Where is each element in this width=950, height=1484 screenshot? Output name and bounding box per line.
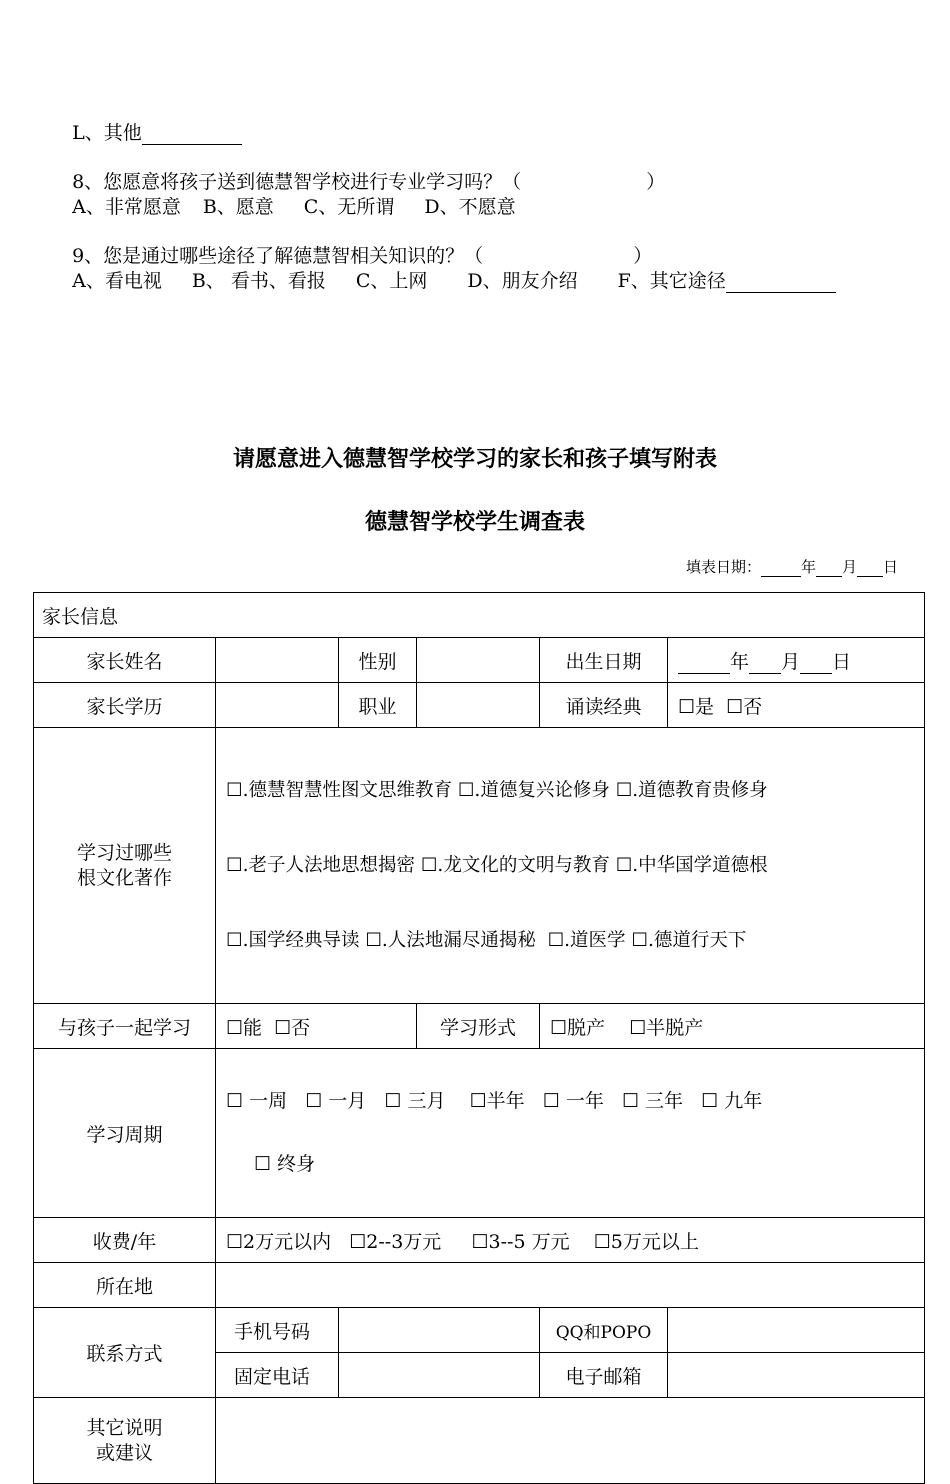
q9-option: B、 看书、看报 [191, 270, 326, 292]
with-child-no-checkbox[interactable]: ☐否 [274, 1016, 311, 1039]
birth-month-label: 月 [781, 650, 801, 673]
parent-info-section: 家长信息 [34, 593, 925, 638]
period-label: 学习周期 [34, 1049, 216, 1218]
phone-field[interactable] [339, 1353, 540, 1398]
period-option-line[interactable]: ☐ 终身 [254, 1153, 316, 1175]
mobile-field[interactable] [339, 1308, 540, 1353]
with-child-label: 与孩子一起学习 [34, 1004, 216, 1049]
job-field[interactable] [417, 683, 540, 728]
phone-label: 固定电话 [216, 1353, 339, 1398]
works-options [216, 728, 925, 1004]
gender-field[interactable] [417, 638, 540, 683]
reading-label: 诵读经典 [540, 683, 668, 728]
mobile-label: 手机号码 [216, 1308, 339, 1353]
q9-option: A、看电视 [72, 270, 162, 292]
parent-name-label: 家长姓名 [34, 638, 216, 683]
question-8-text: 8、您愿意将孩子送到德慧智学校进行专业学习吗？（ [72, 171, 522, 193]
question-8-options [60, 170, 516, 219]
email-field[interactable] [668, 1353, 925, 1398]
works-option-line[interactable]: ☐.德慧智慧性图文思维教育 ☐.道德复兴论修身 ☐.道德教育贵修身 [226, 780, 768, 801]
notes-label-line: 或建议 [95, 1441, 153, 1464]
contact-label: 联系方式 [34, 1308, 216, 1398]
job-label: 职业 [339, 683, 417, 728]
birth-year-label: 年 [730, 650, 750, 673]
birth-year-blank[interactable] [678, 654, 730, 674]
reading-no-checkbox[interactable]: ☐否 [726, 695, 763, 718]
works-label [34, 728, 216, 1004]
study-form-label: 学习形式 [417, 1004, 540, 1049]
qq-field[interactable] [668, 1308, 925, 1353]
fill-month-blank[interactable] [816, 562, 842, 577]
form-title: 德慧智学校学生调查表 [364, 510, 585, 535]
question-9-text: 9、您是通过哪些途径了解德慧智相关知识的？（ [72, 245, 484, 267]
other-blank[interactable] [142, 124, 242, 145]
parent-name-field[interactable] [216, 638, 339, 683]
survey-table [33, 592, 925, 1484]
fill-day-blank[interactable] [857, 562, 883, 577]
education-label: 家长学历 [34, 683, 216, 728]
question-9-close: ） [633, 245, 653, 267]
fill-month-label: 月 [841, 558, 857, 576]
works-label-line: 学习过哪些 [76, 841, 172, 864]
birth-date-label: 出生日期 [540, 638, 668, 683]
works-option-line[interactable]: ☐.国学经典导读 ☐.人法地漏尽通揭秘 ☐.道医学 ☐.德道行天下 [226, 930, 747, 951]
fee-label: 收费/年 [34, 1218, 216, 1263]
q8-option: B、愿意 [202, 196, 274, 218]
fill-year-label: 年 [800, 558, 816, 576]
email-label: 电子邮箱 [540, 1353, 668, 1398]
works-label-line: 根文化著作 [76, 866, 172, 889]
fill-year-blank[interactable] [761, 562, 801, 577]
question-8-close: ） [646, 171, 666, 193]
with-child-options [216, 1004, 417, 1049]
other-option-label: L、其他 [72, 122, 142, 144]
fee-options[interactable]: ☐2万元以内 ☐2--3万元 ☐3--5 万元 ☐5万元以上 [216, 1218, 925, 1263]
qq-label: QQ和POPO [540, 1308, 668, 1353]
q9-option: C、上网 [355, 270, 428, 292]
other-option-line [60, 96, 242, 145]
parttime-checkbox[interactable]: ☐半脱产 [629, 1016, 704, 1039]
period-options [216, 1049, 925, 1218]
q8-option: C、无所谓 [303, 196, 395, 218]
reading-yes-checkbox[interactable]: ☐是 [678, 695, 715, 718]
birth-month-blank[interactable] [749, 654, 781, 674]
q8-option: A、非常愿意 [72, 196, 181, 218]
reading-options [668, 683, 925, 728]
q9-option: F、其它途径 [617, 270, 726, 292]
birth-day-blank[interactable] [800, 654, 832, 674]
other-channel-blank[interactable] [726, 272, 836, 293]
gender-label: 性别 [339, 638, 417, 683]
works-option-line[interactable]: ☐.老子人法地思想揭密 ☐.龙文化的文明与教育 ☐.中华国学道德根 [226, 855, 768, 876]
fill-date-label: 填表日期： [685, 558, 761, 576]
birth-day-label: 日 [832, 650, 852, 673]
study-form-options [540, 1004, 925, 1049]
q8-option: D、不愿意 [424, 196, 516, 218]
form-heading: 请愿意进入德慧智学校学习的家长和孩子填写附表 [232, 447, 717, 472]
education-field[interactable] [216, 683, 339, 728]
fulltime-checkbox[interactable]: ☐脱产 [550, 1016, 606, 1039]
notes-label [34, 1398, 216, 1484]
fill-day-label: 日 [882, 558, 898, 576]
q9-option: D、朋友介绍 [467, 270, 578, 292]
birth-date-field[interactable] [668, 638, 925, 683]
period-option-line[interactable]: ☐ 一周 ☐ 一月 ☐ 三月 ☐半年 ☐ 一年 ☐ 三年 ☐ 九年 [226, 1090, 763, 1112]
question-9-options [60, 244, 836, 293]
notes-field[interactable] [216, 1398, 925, 1484]
with-child-yes-checkbox[interactable]: ☐能 [226, 1016, 263, 1039]
location-label: 所在地 [34, 1263, 216, 1308]
location-field[interactable] [216, 1263, 925, 1308]
fill-date [686, 556, 898, 577]
notes-label-line: 其它说明 [86, 1416, 163, 1439]
